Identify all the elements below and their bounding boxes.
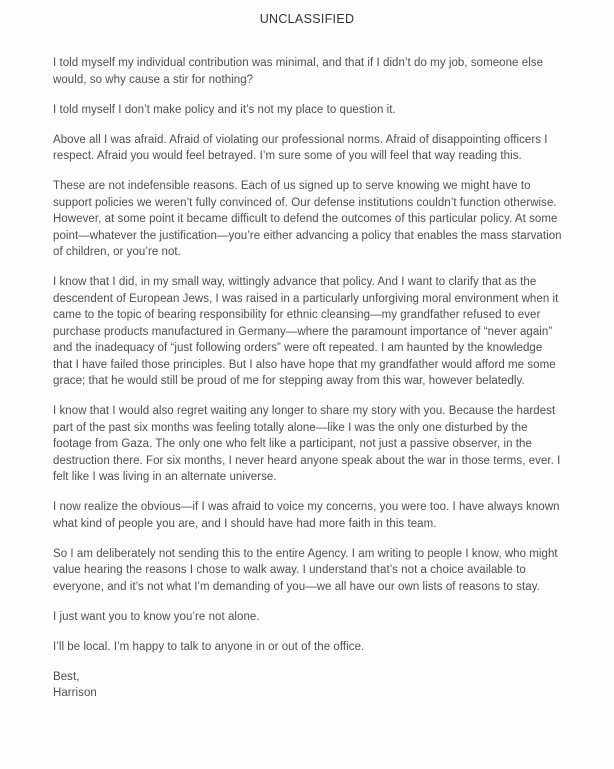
classification-header: UNCLASSIFIED — [259, 12, 355, 26]
paragraph-2: I told myself I don’t make policy and it’s not my place to question it. — [53, 103, 396, 116]
paragraph-8: So I am deliberately not sending this to the entire Agency. I am writing to people I know, who might value hearing the reasons I chose to walk away. I understand that’s not a choice available to everyone, and it’s not what I’m demanding of you—we all have our own lists of reasons to stay. — [53, 547, 558, 593]
signature-closing: Best, — [53, 670, 80, 683]
paragraph-9: I just want you to know you’re not alone. — [53, 610, 260, 623]
letter-body — [53, 55, 562, 702]
paragraph-10: I’ll be local. I’m happy to talk to anyone in or out of the office. — [53, 640, 365, 653]
signature-name: Harrison — [53, 687, 97, 699]
paragraph-4: These are not indefensible reasons. Each of us signed up to serve knowing we might have to support policies we weren’t fully convinced of. Our defense institutions couldn’t function otherwise. However, at some point it became difficult to defend the outcomes of this particular policy. At some point—whatever the justification—you’re either advancing a policy that enables the mass starvation of children, or you’re not. — [53, 180, 562, 258]
paragraph-1: I told myself my individual contribution was minimal, and that if I didn’t do my job, someone else would, so why cause a stir for nothing? — [53, 57, 544, 86]
paragraph-6: I know that I would also regret waiting any longer to share my story with you. Because the hardest part of the past six months was feeling totally alone—like I was the only one disturbed by the footage from Gaza. The only one who felt like a participant, not just a passive observer, in the destruction there. For six months, I never heard anyone speak about the war in those terms, ever. I felt like I was living in an alternate universe. — [53, 405, 561, 483]
paragraph-5: I know that I did, in my small way, wittingly advance that policy. And I want to clarify that as the descendent of European Jews, I was raised in a particularly unforgiving moral environment when it came to the topic of bearing responsibility for ethnic cleansing—my grandfather refused to ever purchase products manufactured in Germany—where the paramount importance of “never again” and the inadequacy of “just following orders” were oft repeated. I am haunted by the knowledge that I have failed those principles. But I also have hope that my grandfather would afford me some grace; that he would still be proud of me for stepping away from this war, however belatedly. — [53, 276, 559, 387]
paragraph-3: Above all I was afraid. Afraid of violating our professional norms. Afraid of disappointing officers I respect. Afraid you would feel betrayed. I’m sure some of you will feel that way reading this. — [53, 133, 548, 162]
signature-block — [53, 669, 562, 702]
paragraph-7: I now realize the obvious—if I was afraid to voice my concerns, you were too. I have always known what kind of people you are, and I should have had more faith in this team. — [53, 501, 560, 530]
